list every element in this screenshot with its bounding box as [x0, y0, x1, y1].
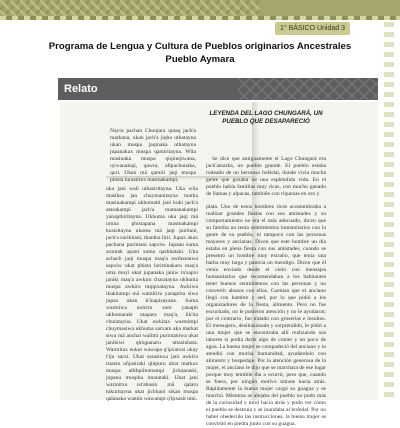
- people-title: Pueblo Aymara: [165, 54, 235, 65]
- bar-pattern: [238, 78, 378, 100]
- section-title: Relato: [64, 83, 98, 95]
- legend-title: LEYENDA DEL LAGO CHUNGARÁ, UN PUEBLO QUE DESAPARECIÓ: [209, 110, 323, 125]
- aymara-body-text: uka jani wali uthasiritayna. Uka wila masiksa jan chuymanitayna marka masinakampi ukhumatti jani kuki jach'a atarakampi jach'a mamanakampi yanapthiritayna. Ukhuma uka jaqi mä uruna phistapana masinakampi kusisitayna ukarea mä jaqi puritani, jach'a surikhani, thantha lirii. Jupax akax pachana purintani sapxiw. Jupaan suma aruntak apani suma qashhataki. Uka achach jaqi muspa maq'a awthatanwa sapxiw ukat phista lurirtinakaru maq'a uma muyi ukat jupanaka janiw in'sapxi janiki maq'a awkiru charatayna ukhuma muspa awkiru tuqipxatayna. Awkiwa ikakitampi mä wamiriru yanaptita siwa jupax ukan k'inapisayana. Suma warmiwa awkiru sum yanapti ukhumarakt utaparu maq'a, lik'ita churatayna. Ukat awkitax warmimpi chuymasiwa ukhuma sarxam aka markat siwa mä anchai walimi purintaniwa ukat janikiwi qhiqpanaru uttasinhata. Warmitax eukut wawapa q'ipxarusi ukay t'iju sarxi. Ukat sarasinxa jani awkiru istasin uñjasirakí qhipuru ukat markax muspa allthpiitumampi jiriutaraski, jupanu muspha imarataki. Ukat jani warmitxa ist'ahasin mä qalaru tukuritayna ukat jichhani sikan muspa qalanaka wanim wawampi q'ipxasit utni.: [106, 186, 198, 402]
- stripe-pattern: [0, 16, 400, 20]
- aymara-intro-text: Nayra pachan Chunjara qutaq jach'a markana, ukan jach'a jiqhu uthatayna ukan muspa jaqinaka uthatayna jupanakax muspa qamiritayna. Wila masinaka muspa qiqiunjiwana, uywanakaji, qawra, allpachunaka, quri. Ukan mä qamiri jaqi muspa phista lurasiriex masinakampi,: [110, 128, 196, 183]
- top-decorative-band: [0, 0, 400, 20]
- program-title: Programa de Lengua y Cultura de Pueblos originarios Ancestrales: [48, 41, 352, 52]
- spanish-body-text: plata. Uno de estos hombres ricos acostumbraba a realizar grandes fiestas con sus amistades y su comportamiento no era el más adecuado, dicen que su familia no tenía sentimientos humanitarios con la gente de su pueblo, ni tampoco con las personas mayores y ancianas. Dicen que este hombre un día estaba en plena fiesta con sus amistades, cuando se presentó un hombre muy extraño, que tenía una barba muy larga y parecía un mendigo. Dicen que él venía enviado desde el cielo con mensajes humanitarios que recomendaban a los habitantes tener buenos sentimientos con las personas y no convertir abusos con ellas. Cuentan que el anciano llegó con hambre y sed, por lo que pidió a los organizadores de la fiesta, alimento. Pero no fue escuchado, no le pusieron atención y no le ayudaron; por el contrario, fue tratado con groserías e insultos. El mensajero, desilusionado y sorprendido, le pidió a una mujer que se encontraba allí realizando sus labores si podía darle algo de comer y un poco de agua. La buena mujer se compadeció del anciano y lo atendió con mucha humanidad, ayudándolo con alimento y hospedaje. Por la atención generosa de la mujer, el anciano le dijo que se marchara de ese lugar porque muy temible iba a ocurrir, pero que, cuando se fuera, por ningún motivo mirase hacia atrás. Rápidamente la buena mujer cargó su guagua y se marchó. Mientras se alejaba del pueblo no pudo más de la curiosidad y miró hacia atrás y pudo ver cómo el pueblo se destruía y se inundaba al bofedal. Por no haber obedecido las instrucciones, la buena mujer se convirtió en piedra junto con su guagua.: [206, 204, 326, 427]
- section-bar: [58, 78, 378, 100]
- spanish-intro-text: Se dice que antiguamente el Lago Chungará era jach'amarka, un pueblo grande. El pueblo estaba rodeado de un hermoso bofedal, donde vivía mucha gente que gozaba de una espléndida vida. En el pueblo había familias muy ricas, con mucho ganado de llamas y alpacas, también con riquezas en oro y: [206, 156, 326, 197]
- side-decorative-border: [384, 22, 394, 400]
- spanish-text: [206, 156, 326, 428]
- grade-unit-badge: 1° BÁSICO Unidad 3: [275, 22, 350, 35]
- page-heading: [0, 40, 400, 66]
